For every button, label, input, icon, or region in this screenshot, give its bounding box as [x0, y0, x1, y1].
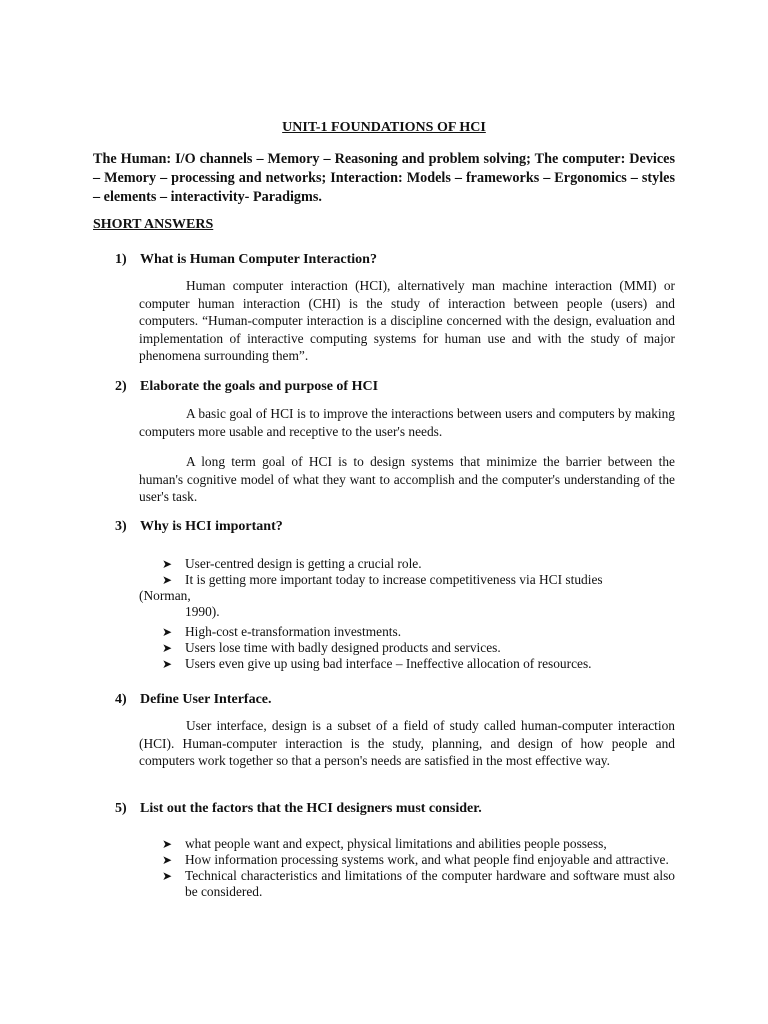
- question-text: Why is HCI important?: [140, 519, 283, 534]
- question-3-heading: [115, 518, 283, 536]
- question-text: Elaborate the goals and purpose of HCI: [140, 379, 379, 394]
- bullet-continuation: (Norman,: [139, 588, 191, 603]
- question-5-bullet-list: [162, 836, 675, 900]
- arrow-bullet-icon: ➤: [162, 641, 173, 655]
- bullet-continuation: 1990).: [185, 604, 220, 619]
- list-item: ➤ Technical characteristics and limitations of the computer hardware and software must also be considered.: [162, 868, 675, 899]
- question-4-answer: User interface, design is a subset of a field of study called human-computer interaction (HCI). Human-computer interaction is the study, planning, and design of how people and computers work together so that a person's needs are satisfied in the most effective way.: [139, 718, 675, 769]
- arrow-bullet-icon: ➤: [162, 573, 173, 587]
- page-title: UNIT-1 FOUNDATIONS OF HCI: [282, 120, 486, 135]
- question-3-bullet-list-continued: [162, 624, 675, 672]
- question-number: 3): [115, 519, 127, 534]
- question-number: 2): [115, 379, 127, 394]
- unit-syllabus: The Human: I/O channels – Memory – Reasoning and problem solving; The computer: Devices – Memory – processing and networks; Interaction: Models – frameworks – Ergonomics – styles – elements – interactivity- Paradigms.: [93, 151, 675, 205]
- question-number: 5): [115, 801, 127, 816]
- arrow-bullet-icon: ➤: [162, 657, 173, 671]
- list-item: ➤ Users lose time with badly designed products and services.: [162, 640, 501, 655]
- question-text: What is Human Computer Interaction?: [140, 252, 377, 267]
- question-text: Define User Interface.: [140, 692, 272, 707]
- question-2-answer-2: A long term goal of HCI is to design systems that minimize the barrier between the human's cognitive model of what they want to accomplish and the computer's understanding of the user's task.: [139, 454, 675, 505]
- question-4-heading: [115, 691, 272, 709]
- list-item: ➤ User-centred design is getting a crucial role.: [162, 556, 422, 571]
- question-5-heading: [115, 800, 482, 818]
- arrow-bullet-icon: ➤: [162, 837, 173, 851]
- arrow-bullet-icon: ➤: [162, 625, 173, 639]
- arrow-bullet-icon: ➤: [162, 869, 173, 883]
- list-item: ➤ How information processing systems work, and what people find enjoyable and attractive.: [162, 852, 669, 867]
- list-item: ➤ what people want and expect, physical limitations and abilities people possess,: [162, 836, 607, 851]
- question-3-bullet-list: [162, 556, 675, 588]
- question-number: 4): [115, 692, 127, 707]
- arrow-bullet-icon: ➤: [162, 557, 173, 571]
- question-text: List out the factors that the HCI designers must consider.: [140, 801, 482, 816]
- question-2-answer-1: A basic goal of HCI is to improve the interactions between users and computers by making computers more usable and receptive to the user's needs.: [139, 406, 675, 439]
- question-1-answer: Human computer interaction (HCI), alternatively man machine interaction (MMI) or computer human interaction (CHI) is the study of interaction between people (users) and computers. “Human-computer interaction is a discipline concerned with the design, evaluation and implementation of interactive computing systems for human use and with the study of major phenomena surrounding them”.: [139, 278, 675, 364]
- list-item: ➤ Users even give up using bad interface – Ineffective allocation of resources.: [162, 656, 592, 671]
- question-1-heading: [115, 251, 377, 269]
- arrow-bullet-icon: ➤: [162, 853, 173, 867]
- question-number: 1): [115, 252, 127, 267]
- list-item: ➤ It is getting more important today to increase competitiveness via HCI studies: [162, 572, 603, 587]
- list-item: ➤ High-cost e-transformation investments.: [162, 624, 402, 639]
- question-2-heading: [115, 378, 378, 396]
- section-heading: SHORT ANSWERS: [93, 217, 214, 232]
